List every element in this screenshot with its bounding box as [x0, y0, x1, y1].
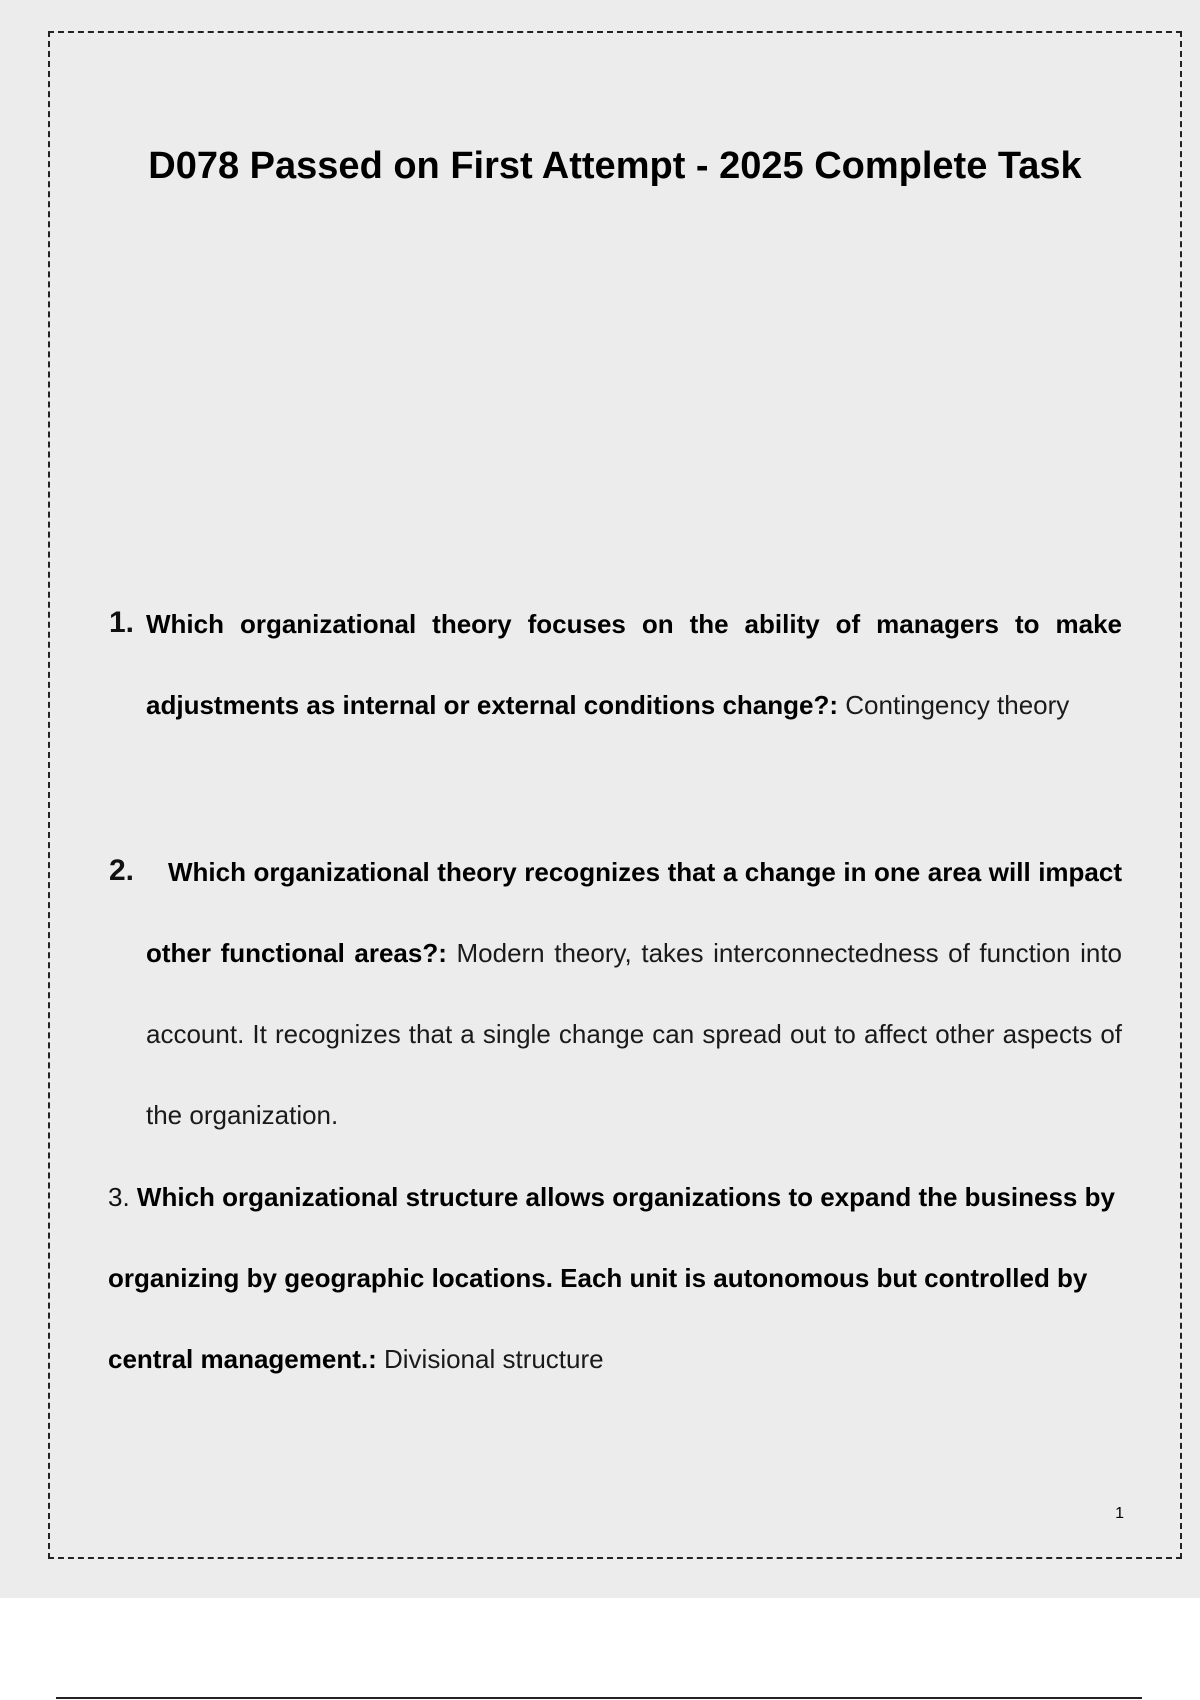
- question-text: Which organizational theory focuses on the ability of managers to make adjustments as internal or external conditions change?:: [146, 609, 1122, 720]
- page-number: 1: [1115, 1505, 1124, 1522]
- question-text: Which organizational theory recognizes that a change in one area will impact other functional areas?:: [146, 857, 1122, 968]
- answer-text: Contingency theory: [845, 690, 1070, 720]
- question-item-3: [108, 1157, 1122, 1400]
- document-title: D078 Passed on First Attempt - 2025 Complete Task: [148, 145, 1082, 187]
- question-number: 1.: [109, 606, 135, 639]
- question-item-2: [109, 832, 1122, 1156]
- question-number: 2.: [109, 854, 135, 887]
- question-text: Which organizational structure allows organizations to expand the business by organizing by geographic locations. Each unit is autonomous but controlled by central management.:: [108, 1182, 1115, 1374]
- answer-text: Modern theory, takes interconnectedness of function into account. It recognizes that a single change can spread out to affect other aspects of the organization.: [146, 938, 1122, 1130]
- next-page-rule: [56, 1697, 1142, 1699]
- question-number: 3.: [108, 1182, 130, 1212]
- question-item-1: [109, 584, 1122, 746]
- answer-text: Divisional structure: [383, 1344, 604, 1374]
